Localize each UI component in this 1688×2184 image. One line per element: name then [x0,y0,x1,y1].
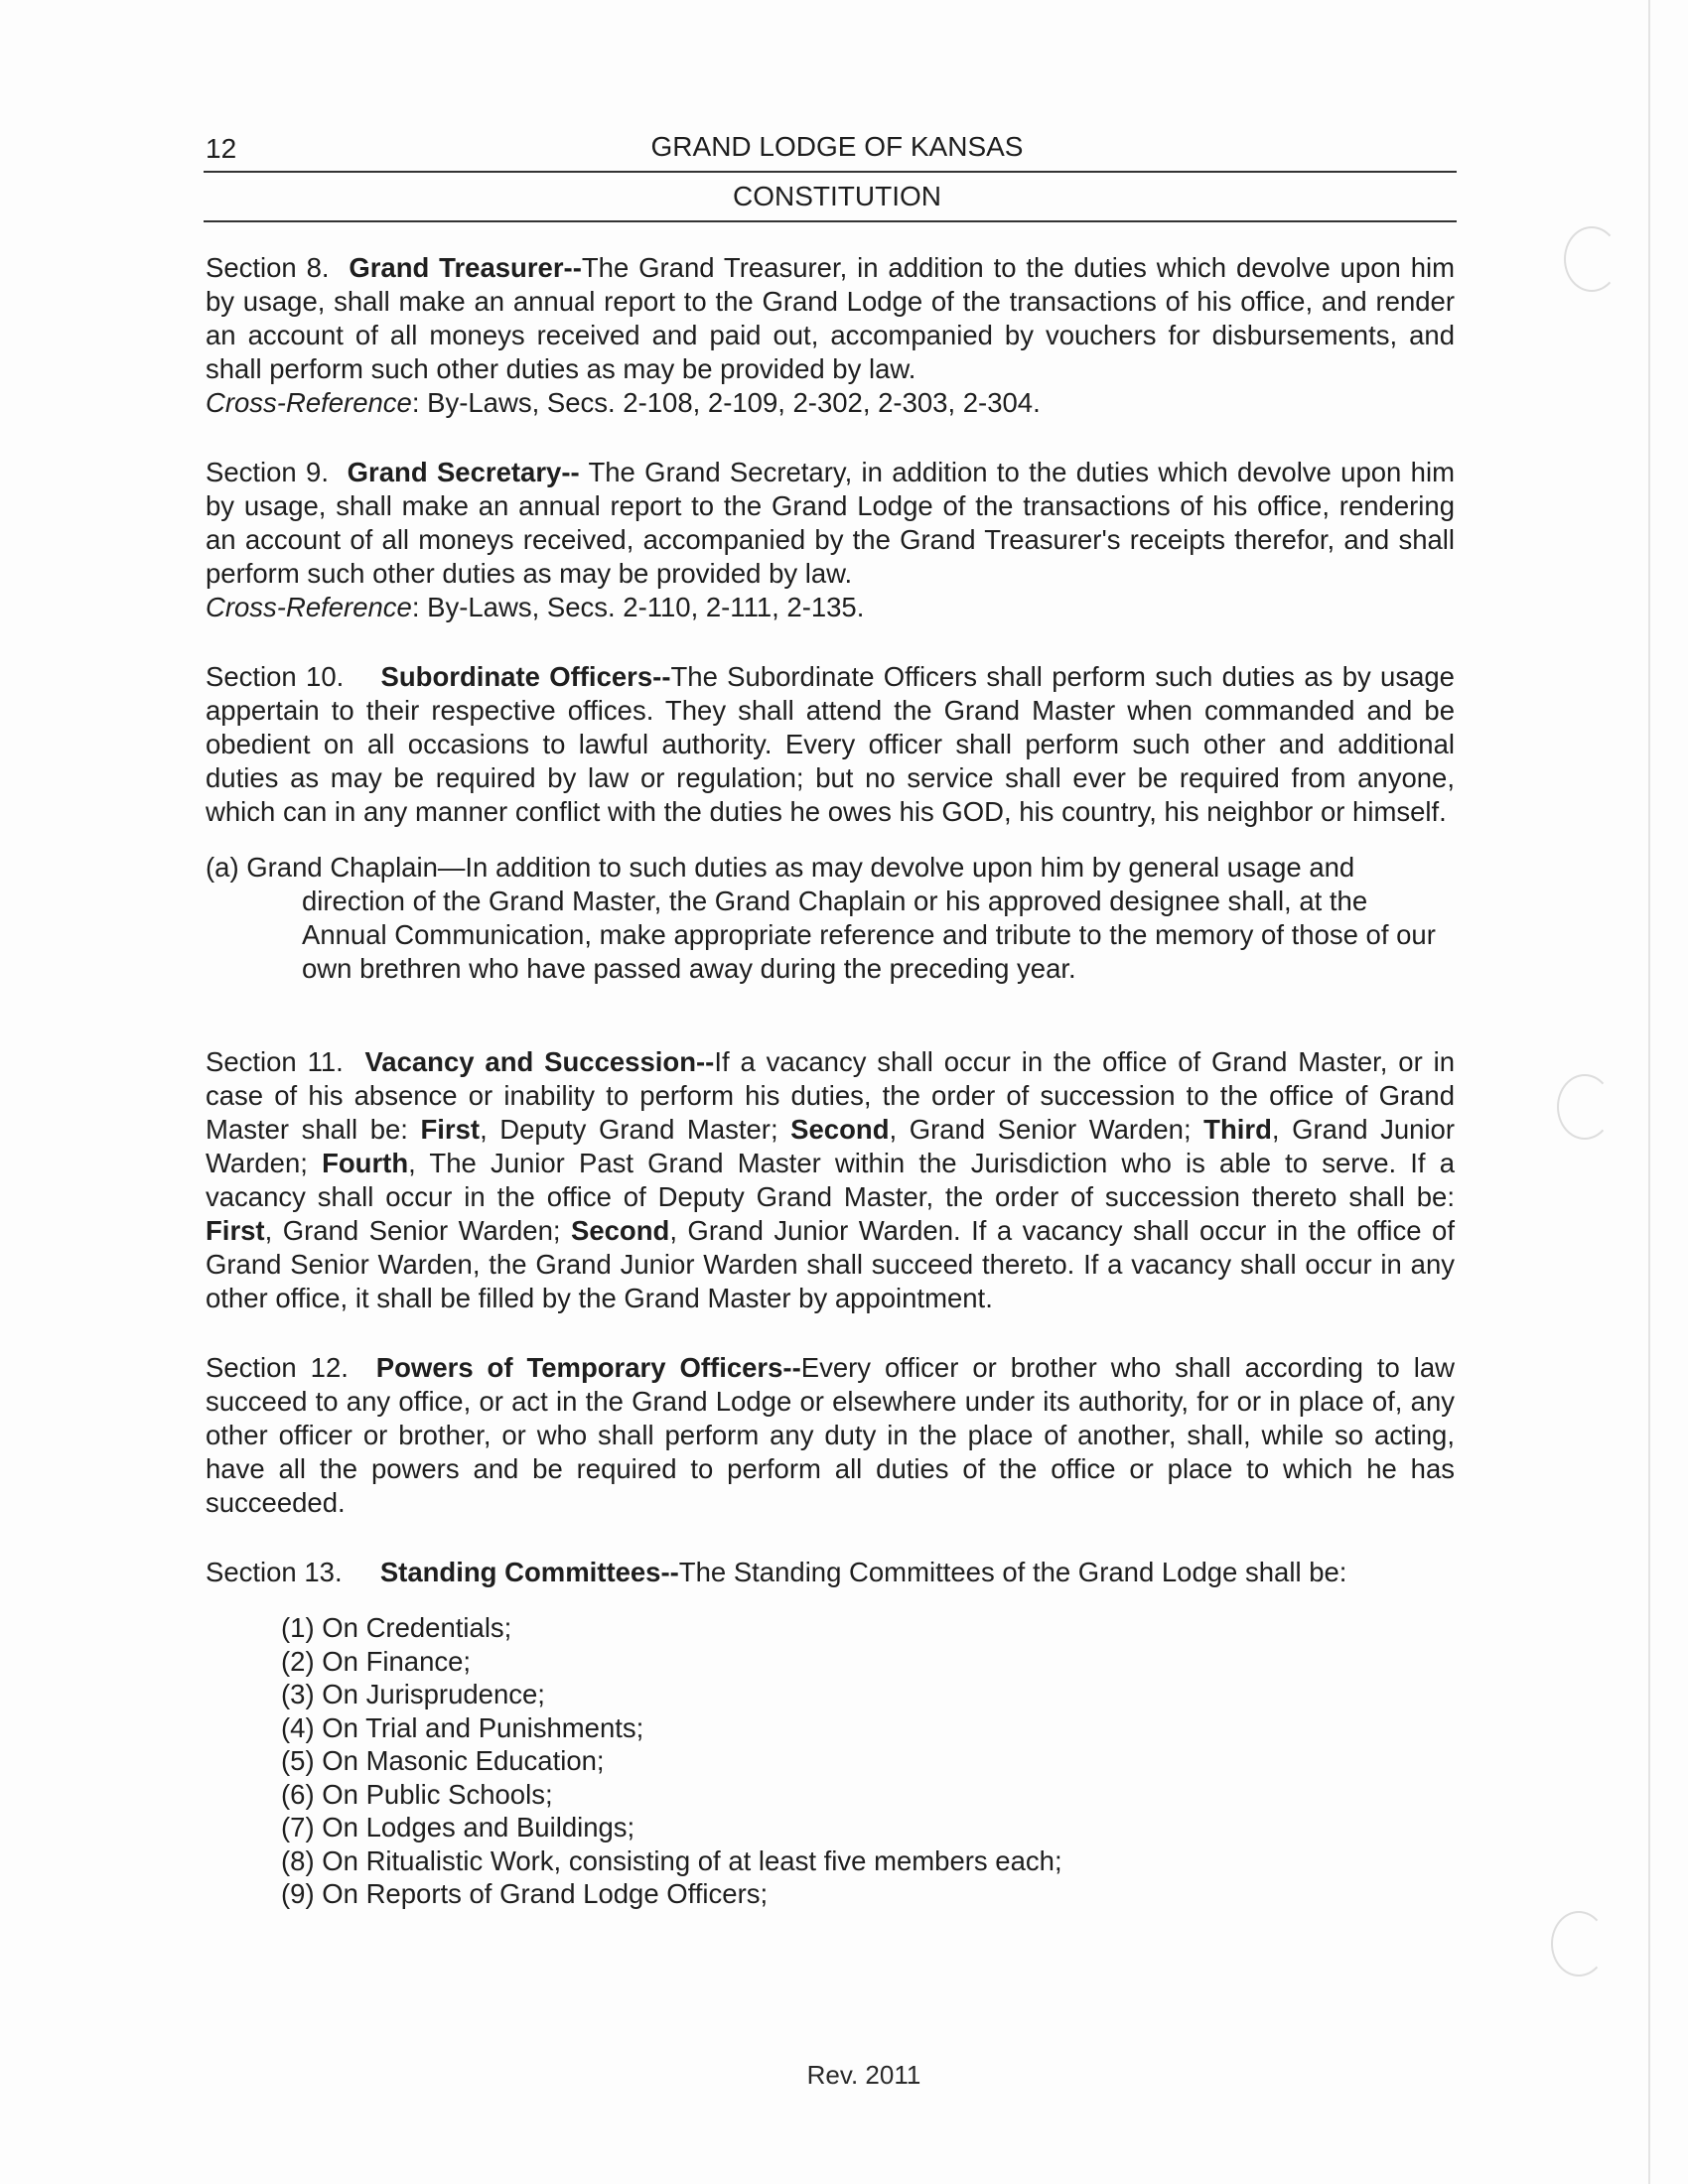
section-10 [206,660,1455,829]
section-text: If a vacancy shall occur in the office of Grand Master, or in case of his absence or inability to perform his duties, the order of succession to the office of Grand Master shall be: [206,1046,1455,1145]
section-11 [206,1045,1455,1315]
emphasis: Second [790,1114,890,1145]
running-subheader [204,181,1457,222]
committee-list [281,1611,1455,1911]
list-item: (8) On Ritualistic Work, consisting of at least five members each; [281,1844,1062,1876]
section-9 [206,456,1455,624]
punch-hole-bottom [1551,1911,1607,1977]
section-12 [206,1351,1455,1520]
section-number: Section 12. [206,1352,349,1383]
section-text: , The Junior Past Grand Master within the Jurisdiction who is able to serve. If a vacancy shall occur in the office of Deputy Grand Master, the order of succession thereto shall be: [206,1148,1455,1212]
cross-reference [206,386,1455,420]
section-text: The Grand Treasurer, in addition to the duties which devolve upon him by usage, shall make an annual report to the Grand Lodge of the transactions of his office, and render an account of all moneys received and paid out, accompanied by vouchers for disbursements, and shall perform such other duties as may be provided by law. [206,252,1455,384]
cross-reference [206,591,1455,624]
header-subtitle: CONSTITUTION [733,181,941,211]
spacer [206,986,1455,1045]
list-item: (3) On Jurisprudence; [281,1679,545,1709]
section-title: Grand Secretary-- [347,457,580,487]
xref-text: : By-Laws, Secs. 2-110, 2-111, 2-135. [411,592,865,622]
section-number: Section 10. [206,661,345,692]
section-8 [206,251,1455,420]
section-text: , Grand Senior Warden; [264,1215,571,1246]
section-title: Standing Committees-- [379,1557,679,1587]
page-edge [1648,0,1650,2184]
section-text: The Subordinate Officers shall perform such duties as by usage appertain to their respective offices. They shall attend the Grand Master when commanded and be obedient on all occasions to lawful authority. Every officer shall perform such other and additional duties as may be required by law or regulation; but no service shall ever be required from anyone, which can in any manner conflict with the duties he owes his GOD, his country, his neighbor or himself. [206,661,1455,827]
section-title: Grand Treasurer-- [349,252,582,283]
section-text: , Grand Junior Warden; [206,1114,1455,1178]
punch-hole-middle [1557,1074,1613,1140]
section-title: Vacancy and Succession-- [364,1046,715,1077]
punch-hole-top [1564,226,1619,292]
list-item: (6) On Public Schools; [281,1778,553,1810]
section-number: Section 11. [206,1046,344,1077]
page-number: 12 [206,133,237,164]
emphasis: Fourth [322,1148,409,1178]
footer-revision: Rev. 2011 [806,2060,921,2090]
section-10-subsection-a: (a) Grand Chaplain—In addition to such duties as may devolve upon him by general usage and direction of the Grand Master, the Grand Chaplain or his approved designee shall, at the Annual Communication, make appropriate reference and tribute to the memory of those of our own brethren who have passed away during the preceding year. [206,852,1436,984]
running-header [204,131,1457,173]
section-text: , Grand Senior Warden; [889,1114,1204,1145]
section-text: Every officer or brother who shall according to law succeed to any office, or act in the Grand Lodge or elsewhere under its authority, for or in place of, any other officer or brother, or who shall perform any duty in the place of another, shall, while so acting, have all the powers and be required to perform all duties of the office or place to which he has succeeded. [206,1352,1455,1518]
list-item: (2) On Finance; [281,1645,472,1677]
xref-label: Cross-Reference [206,387,412,418]
xref-label: Cross-Reference [206,592,412,622]
section-text: , Grand Junior Warden. If a vacancy shall occur in the office of Grand Senior Warden, the Grand Junior Warden shall succeed thereto. If a vacancy shall occur in any other office, it shall be filled by the Grand Master by appointment. [206,1215,1455,1313]
list-item: (7) On Lodges and Buildings; [281,1812,635,1843]
list-item: (1) On Credentials; [281,1612,512,1643]
xref-text: : By-Laws, Secs. 2-108, 2-109, 2-302, 2-303, 2-304. [411,387,1041,418]
emphasis: First [206,1215,265,1246]
section-text: The Grand Secretary, in addition to the duties which devolve upon him by usage, shall make an annual report to the Grand Lodge of the transactions of his office, rendering an account of all moneys received, accompanied by the Grand Treasurer's receipts therefor, and shall perform such other duties as may be provided by law. [206,457,1455,589]
section-number: Section 9. [206,457,329,487]
section-number: Section 13. [206,1557,343,1587]
section-number: Section 8. [206,252,330,283]
header-title: GRAND LODGE OF KANSAS [650,131,1024,162]
document-body [206,251,1455,1911]
section-title: Subordinate Officers-- [380,661,671,692]
section-text: , Deputy Grand Master; [480,1114,791,1145]
list-item: (5) On Masonic Education; [281,1745,605,1776]
section-13 [206,1556,1455,1589]
emphasis: Second [570,1215,670,1246]
list-item: (9) On Reports of Grand Lodge Officers; [281,1878,769,1909]
emphasis: Third [1203,1114,1272,1145]
emphasis: First [420,1114,481,1145]
list-item: (4) On Trial and Punishments; [281,1711,644,1743]
section-title: Powers of Temporary Officers-- [375,1352,801,1383]
section-text: The Standing Committees of the Grand Lodge shall be: [678,1557,1347,1587]
